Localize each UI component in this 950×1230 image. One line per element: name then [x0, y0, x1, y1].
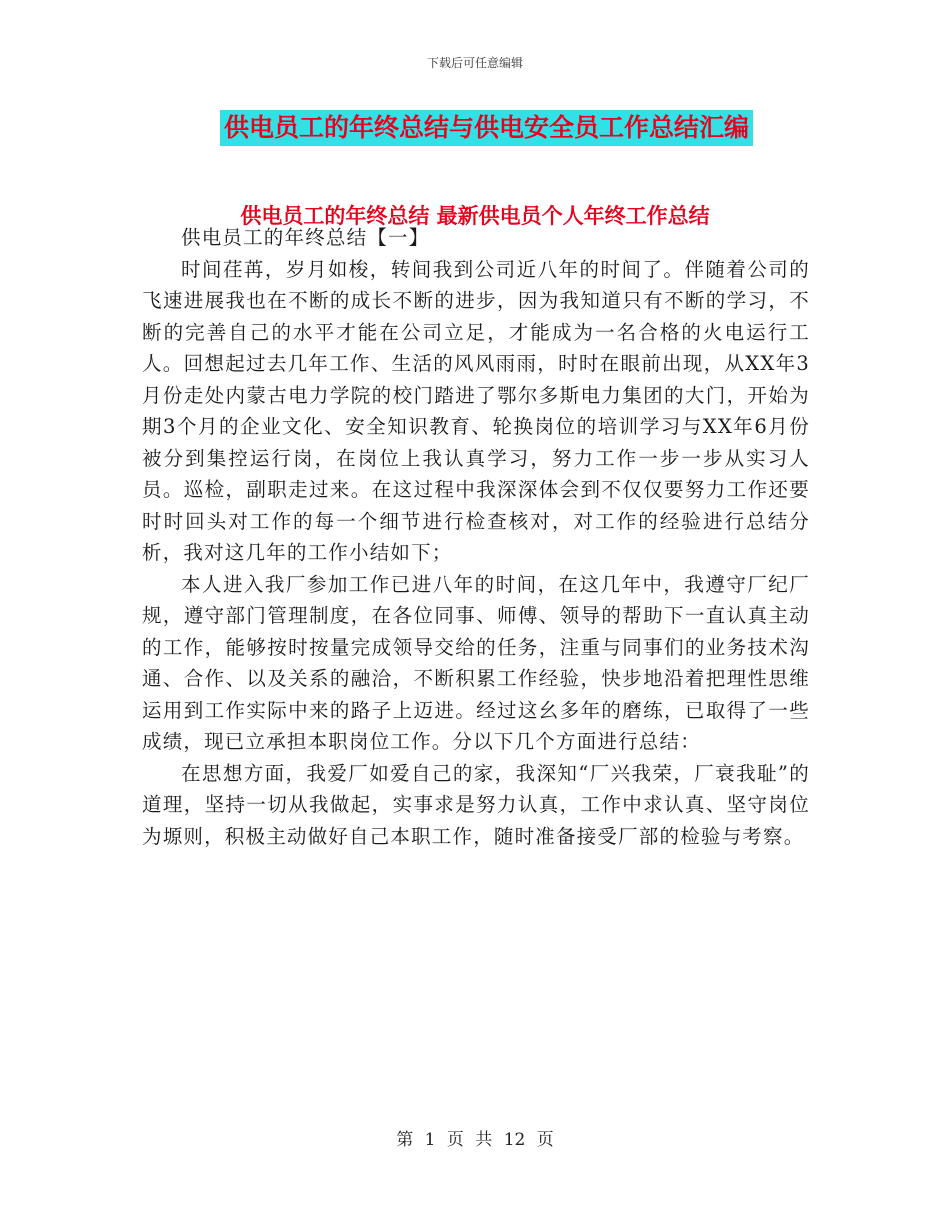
paragraph: 在思想方面，我爱厂如爱自己的家，我深知“厂兴我荣，厂衰我耻”的道理，坚持一切从我做起，实事求是努力认真，工作中求认真、坚守岗位为塬则，积极主动做好自己本职工作，随时准备接受厂部的检验与考察。	[142, 761, 810, 848]
body-text	[142, 222, 810, 852]
paragraph: 本人进入我厂参加工作已进八年的时间，在这几年中，我遵守厂纪厂规，遵守部门管理制度，在各位同事、师傅、领导的帮助下一直认真主动的工作，能够按时按量完成领导交给的任务，注重与同事们的业务技术沟通、合作、以及关系的融洽，不断积累工作经验，快步地沿着把理性思维运用到工作实际中来的路子上迈进。经过这幺多年的磨练，已取得了一些成绩，现已立承担本职岗位工作。分以下几个方面进行总结：	[142, 572, 810, 753]
section-label: 供电员工的年终总结【一】	[181, 226, 430, 249]
document-title: 供电员工的年终总结与供电安全员工作总结汇编	[220, 110, 753, 146]
header-note: 下载后可任意编辑	[426, 56, 523, 70]
page-number-footer: 第 1 页 共 12 页	[396, 1130, 554, 1150]
paragraph: 时间荏苒，岁月如梭，转间我到公司近八年的时间了。伴随着公司的飞速进展我也在不断的成长不断的进步，因为我知道只有不断的学习，不断的完善自己的水平才能在公司立足，才能成为一名合格的火电运行工人。回想起过去几年工作、生活的风风雨雨，时时在眼前出现，从XX年3月份走处内蒙古电力学院的校门踏进了鄂尔多斯电力集团的大门，开始为期3个月的企业文化、安全知识教育、轮换岗位的培训学习与XX年6月份被分到集控运行岗，在岗位上我认真学习，努力工作一步一步从实习人员。巡检，副职走过来。在这过程中我深深体会到不仅仅要努力工作还要时时回头对工作的每一个细节进行检查核对，对工作的经验进行总结分析，我对这几年的工作小结如下；	[142, 257, 810, 564]
section-heading: 供电员工的年终总结 最新供电员个人年终工作总结	[240, 204, 710, 228]
